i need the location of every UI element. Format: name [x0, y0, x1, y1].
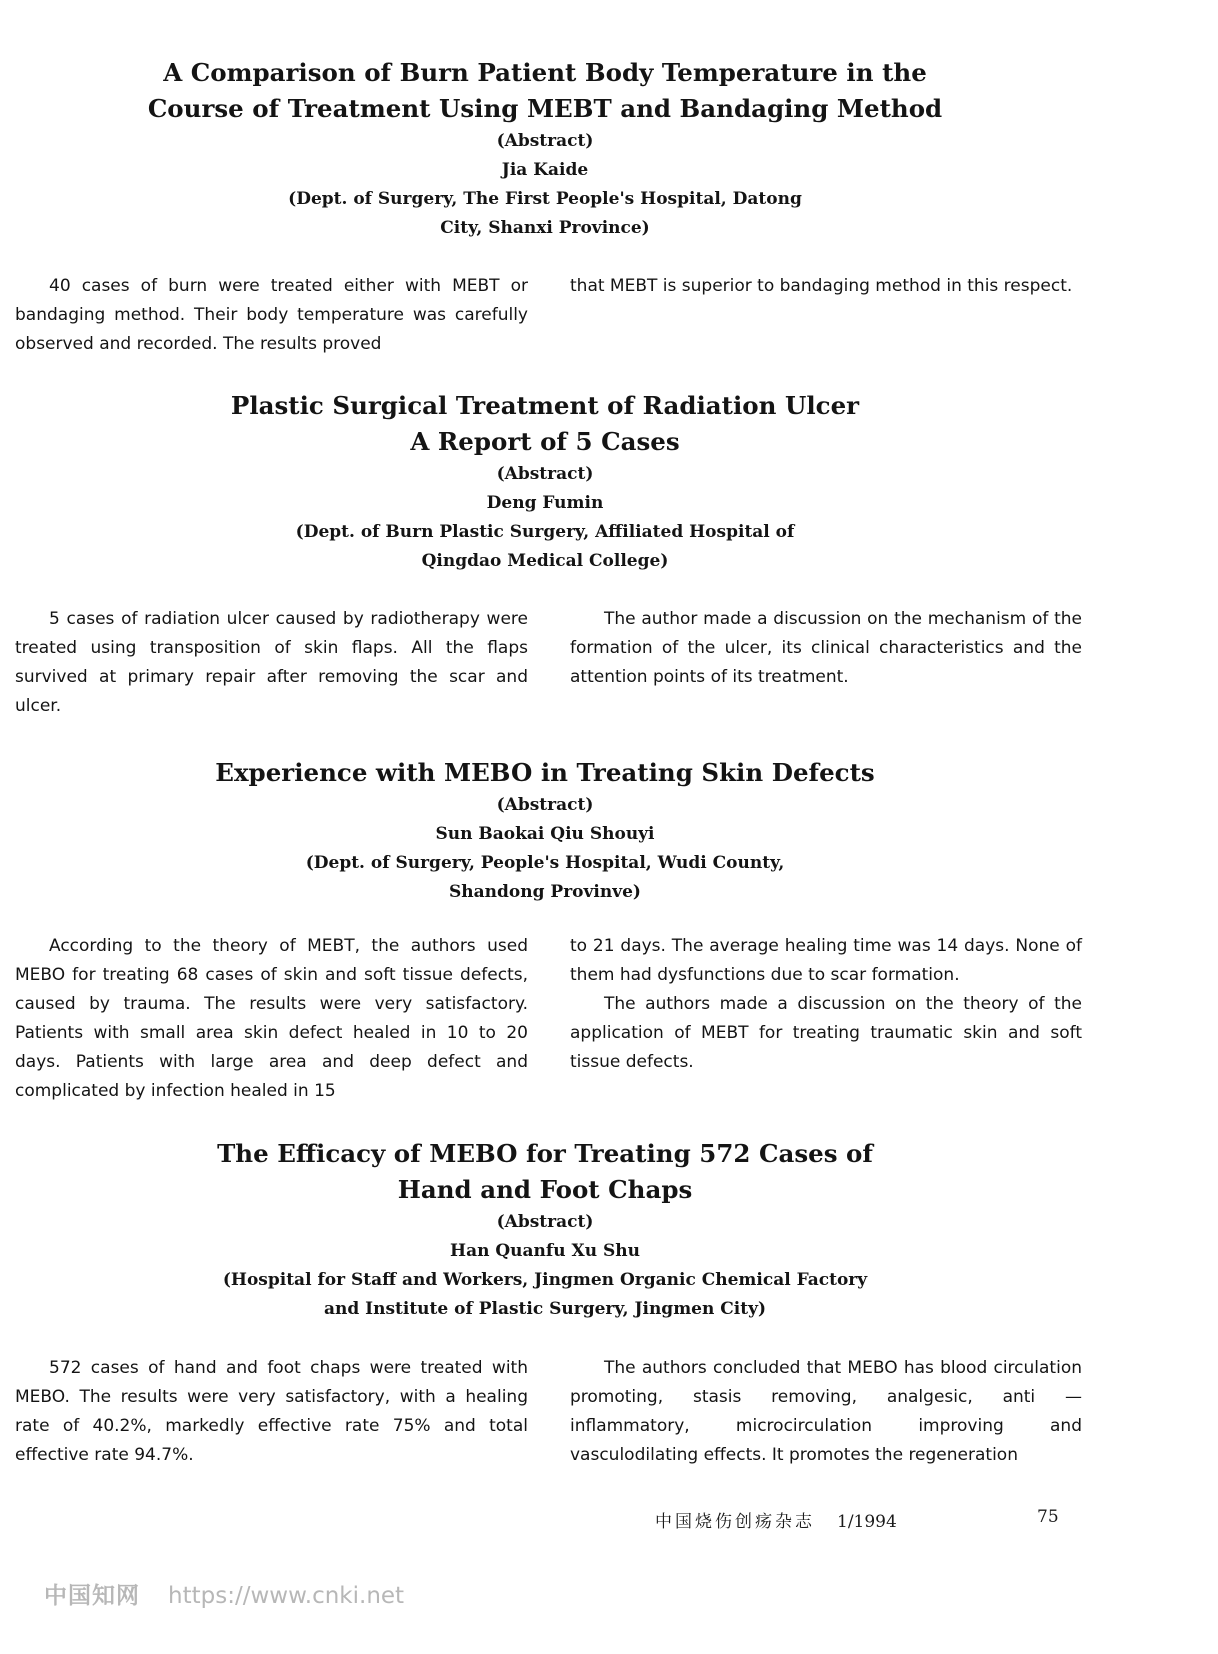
article-authors: Han Quanfu Xu Shu — [450, 1241, 640, 1261]
article-affiliation-line: City, Shanxi Province) — [440, 218, 650, 238]
abstract-label: (Abstract) — [496, 795, 594, 815]
article-affiliation-line: (Dept. of Surgery, The First People's Hospital, Datong — [288, 189, 802, 209]
body-paragraph: 572 cases of hand and foot chaps were treated with MEBO. The results were very satisfactory, with a healing rate of 40.2%, markedly effective rate 75% and total effective rate 94.7%. — [15, 1358, 528, 1465]
abstract-label: (Abstract) — [496, 1212, 594, 1232]
issue-number: 1/1994 — [837, 1512, 897, 1532]
body-paragraph: to 21 days. The average healing time was 14 days. None of them had dysfunctions due to scar formation. — [570, 936, 1082, 985]
article-authors: Sun Baokai Qiu Shouyi — [435, 824, 655, 844]
article-title-line: The Efficacy of MEBO for Treating 572 Cases of — [217, 1139, 873, 1168]
body-paragraph: 40 cases of burn were treated either with MEBT or bandaging method. Their body temperature was carefully observed and recorded. The results proved — [15, 276, 528, 354]
left-column — [15, 272, 528, 359]
left-column — [15, 605, 528, 721]
article-authors: Jia Kaide — [501, 160, 589, 180]
article-title-line: Hand and Foot Chaps — [397, 1175, 693, 1204]
left-column — [15, 932, 528, 1106]
article-title-line: Plastic Surgical Treatment of Radiation Ulcer — [230, 391, 860, 420]
article-affiliation-line: (Hospital for Staff and Workers, Jingmen Organic Chemical Factory — [222, 1270, 868, 1290]
body-paragraph: 5 cases of radiation ulcer caused by radiotherapy were treated using transposition of skin flaps. All the flaps survived at primary repair after removing the scar and ulcer. — [15, 609, 528, 716]
abstract-3-heading — [0, 755, 1090, 907]
article-title-line: Experience with MEBO in Treating Skin Defects — [215, 758, 875, 787]
right-column — [570, 605, 1082, 692]
article-authors: Deng Fumin — [486, 493, 604, 513]
abstract-label: (Abstract) — [496, 464, 594, 484]
article-affiliation-line: Qingdao Medical College) — [421, 551, 669, 571]
right-column — [570, 272, 1082, 301]
article-affiliation-line: Shandong Provinve) — [449, 882, 641, 902]
body-paragraph: According to the theory of MEBT, the authors used MEBO for treating 68 cases of skin and soft tissue defects, caused by trauma. The results were very satisfactory. Patients with small area skin defect healed in 10 to 20 days. Patients with large area and deep defect and complicated by infection healed in 15 — [15, 936, 528, 1101]
page-number: 75 — [1037, 1507, 1059, 1527]
article-title-line: A Report of 5 Cases — [410, 427, 680, 456]
abstract-4-heading — [0, 1136, 1090, 1324]
abstract-2-heading — [0, 388, 1090, 576]
body-paragraph: that MEBT is superior to bandaging method in this respect. — [570, 276, 1073, 296]
body-paragraph: The author made a discussion on the mechanism of the formation of the ulcer, its clinical characteristics and the attention points of its treatment. — [570, 609, 1082, 687]
cnki-logo: 中国知网 — [44, 1583, 140, 1609]
body-paragraph: The authors made a discussion on the theory of the application of MEBT for treating traumatic skin and soft tissue defects. — [570, 994, 1082, 1072]
cnki-url: https://www.cnki.net — [168, 1583, 405, 1609]
left-column — [15, 1354, 528, 1470]
journal-name: 中国烧伤创疡杂志 — [655, 1512, 815, 1532]
abstract-1-heading — [0, 55, 1090, 243]
article-affiliation-line: and Institute of Plastic Surgery, Jingmen City) — [323, 1299, 767, 1319]
page-footer — [655, 1507, 1059, 1532]
body-paragraph: The authors concluded that MEBO has blood circulation promoting, stasis removing, analgesic, anti — inflammatory, microcirculation improving and vasculodilating effects. It promotes the regeneration — [570, 1358, 1082, 1465]
article-title-line: Course of Treatment Using MEBT and Bandaging Method — [147, 94, 943, 123]
article-affiliation-line: (Dept. of Burn Plastic Surgery, Affiliated Hospital of — [295, 522, 795, 542]
right-column — [570, 1354, 1082, 1470]
cnki-watermark — [44, 1577, 404, 1610]
article-affiliation-line: (Dept. of Surgery, People's Hospital, Wudi County, — [305, 853, 785, 873]
abstract-label: (Abstract) — [496, 131, 594, 151]
article-title-line: A Comparison of Burn Patient Body Temperature in the — [163, 58, 927, 87]
right-column — [570, 932, 1082, 1077]
